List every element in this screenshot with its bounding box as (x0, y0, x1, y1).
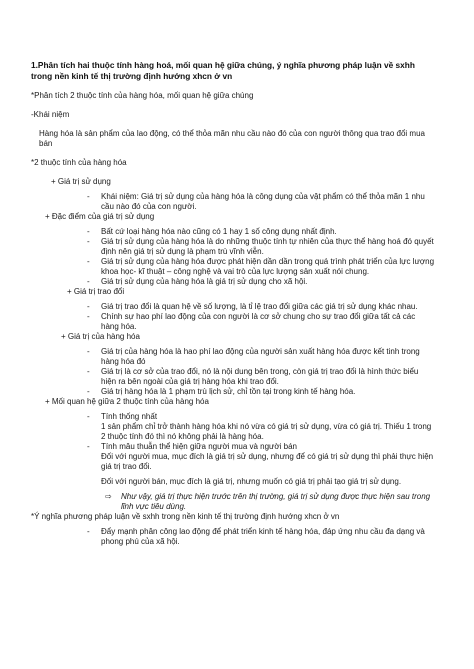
section-heading: *Phân tích 2 thuộc tính của hàng hóa, mối quan hệ giữa chúng (31, 91, 254, 100)
list-item: - Tính mâu thuẫn thể hiện giữa người mua và người bán (87, 442, 298, 451)
list-item: - Bất cứ loại hàng hóa nào cũng có 1 hay 1 số công dụng nhất định. (87, 227, 337, 236)
subheading: + Mối quan hệ giữa 2 thuộc tính của hàng hóa (45, 397, 209, 406)
subheading: + Giá trị của hàng hóa (61, 332, 140, 341)
list-item: - Khái niệm: Giá trị sử dụng của hàng hóa là công dụng của vật phẩm có thể thỏa mãn 1 nhu cầu nào đó của con người. (87, 192, 425, 211)
list-item: - Chính sự hao phí lao động của con người là cơ sở chung cho sự trao đổi giữa tất cả các hàng hóa. (87, 312, 416, 331)
list-item: - Giá trị trao đổi là quan hệ về số lượng, là tỉ lệ trao đổi giữa các giá trị sử dụng khác nhau. (87, 302, 418, 311)
list-item: - Giá trị là cơ sở của trao đổi, nó là nội dung bên trong, còn giá trị trao đổi là hình thức biểu hiện ra bên ngoài của giá trị hàng hóa khi trao đổi. (87, 367, 419, 386)
arrow-icon: ⇨ (105, 492, 112, 501)
subheading: + Giá trị sử dụng (51, 177, 111, 186)
list-item: - Tính thống nhất (87, 412, 158, 421)
list-item: - Giá trị hàng hóa là 1 phạm trù lịch sử, chỉ tồn tại trong kinh tế hàng hóa. (87, 387, 356, 396)
list-item: - Đẩy mạnh phân công lao động để phát triển kinh tế hàng hóa, đáp ứng nhu cầu đa dạng và phong phú của xã hội. (87, 527, 425, 546)
paragraph: Đối với người mua, mục đích là giá trị sử dụng, nhưng để có giá trị sử dụng thì phải thực hiện giá trị trao đổi. (101, 452, 434, 471)
conclusion-note: ⇨ Như vậy, giá trị thực hiện trước trên thị trường, giá trị sử dụng được thực hiện sau trong lĩnh vực tiêu dùng. (105, 492, 431, 511)
paragraph: 1 sản phẩm chỉ trở thành hàng hóa khi nó vừa có giá trị sử dụng, vừa có giá trị. Thiếu 1 trong 2 thuộc tính đó thì nó không phải là hàng hóa. (101, 422, 432, 441)
subheading: -Khái niệm (31, 110, 70, 119)
list-item: - Giá trị sử dụng của hàng hóa là do những thuộc tính tự nhiên của thực thể hàng hoá đó quyết định nên giá trị sử dụng là phạm trù vĩnh viễn. (87, 237, 434, 256)
paragraph: Hàng hóa là sản phẩm của lao động, có thể thỏa mãn nhu cầu nào đó của con người thông qua trao đổi mua bán (39, 129, 425, 148)
subheading: + Đặc điểm của giá trị sử dụng (45, 212, 155, 221)
list-item: - Giá trị của hàng hóa là hao phí lao động của người sản xuất hàng hóa được kết tinh trong hàng hóa đó (87, 347, 420, 366)
list-item: - Giá trị sử dụng của hàng hóa là giá trị sử dụng cho xã hội. (87, 277, 308, 286)
list-item: - Giá trị sử dụng của hàng hóa được phát hiện dần dần trong quá trình phát triển của lực lượng khoa học- kĩ thuật – công nghệ và vai trò của lực lượng sản xuất nói chung. (87, 257, 435, 276)
bullet-marker: - (87, 192, 90, 201)
subheading: + Giá trị trao đổi (67, 287, 125, 296)
section-heading: *Ý nghĩa phương pháp luận về sxhh trong nền kinh tế thị trường định hướng xhcn ở vn (31, 512, 340, 521)
section-heading: *2 thuộc tính của hàng hóa (31, 158, 127, 167)
document-title: 1.Phân tích hai thuộc tính hàng hoá, mối quan hệ giữa chúng, ý nghĩa phương pháp luận về sxhh trong nền kinh tế thị trường định hướng xhcn ở vn (31, 60, 415, 81)
paragraph: Đối với người bán, mục đích là giá trị, nhưng muốn có giá trị phải tạo giá trị sử dụng. (101, 477, 402, 486)
